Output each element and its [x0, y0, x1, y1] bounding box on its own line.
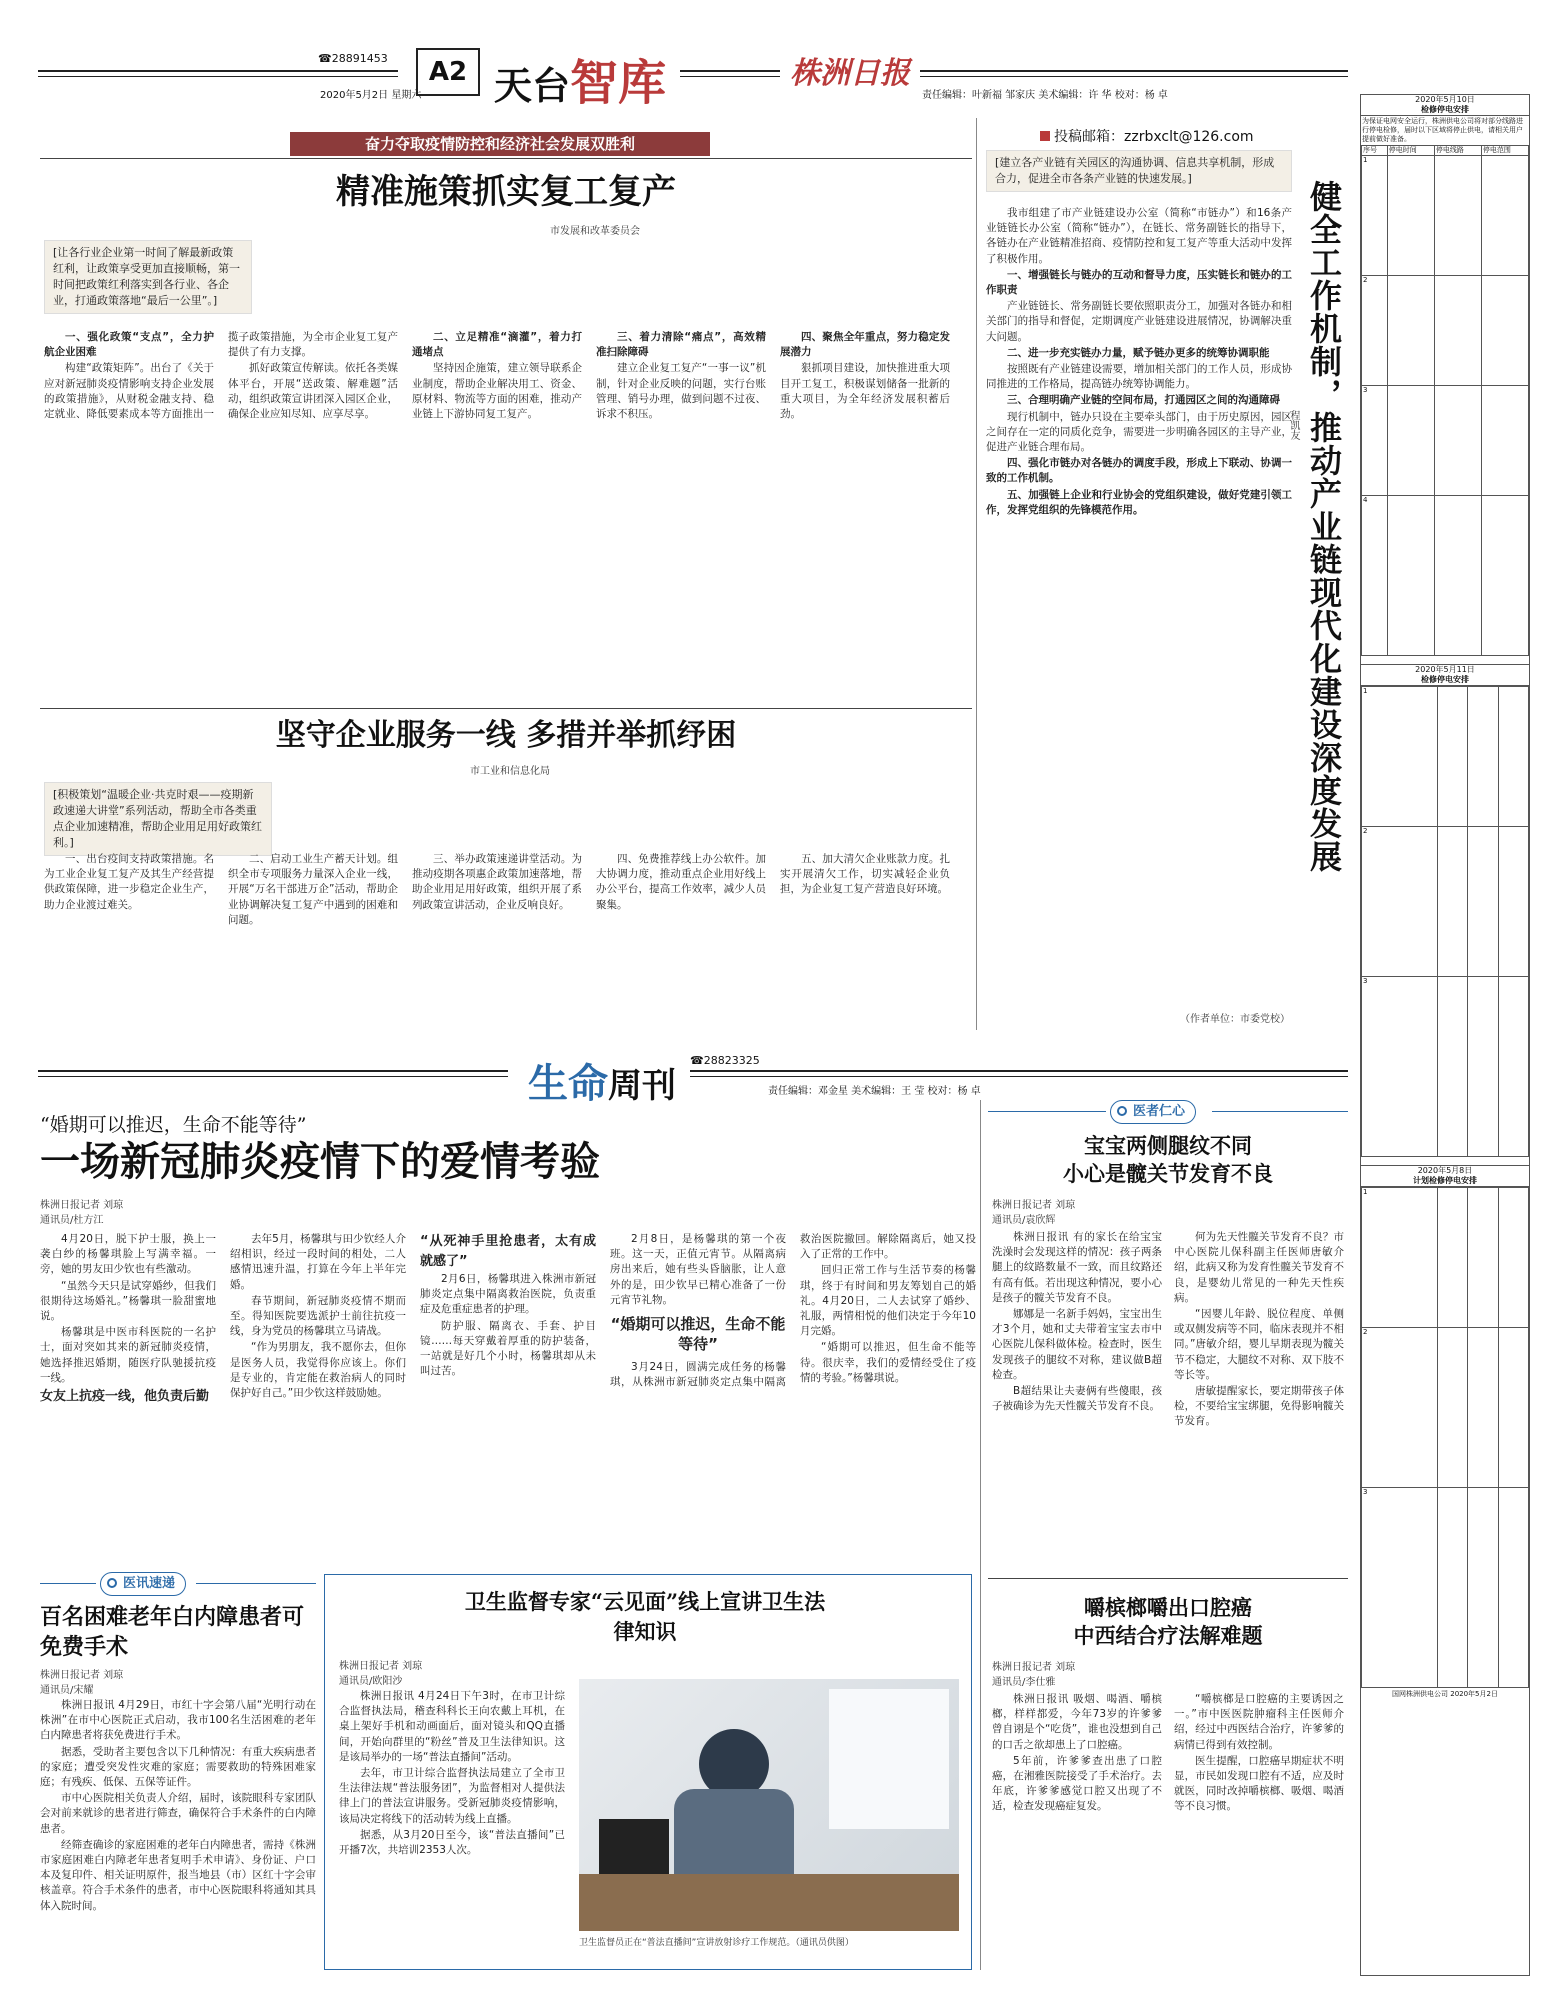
tag-dot-icon	[1117, 1106, 1127, 1116]
campaign-banner: 奋力夺取疫情防控和经济社会发展双胜利	[290, 132, 710, 156]
love-para: 2月8日，是杨馨琪的第一个夜班。这一天，正值元宵节。从隔离病房出来后，她有些头昏脑胀，让人意外的是，田少钦早已精心准备了一份元宵节礼物。	[610, 1233, 786, 1306]
article1-para: 狠抓项目建设，加快推进重大项目开工复工，积极谋划储备一批新的重大项目，为全年经济发展积蓄后劲。	[780, 362, 950, 421]
article3-vertical-title: 健全工作机制，推动产业链现代化建设深度发展	[1305, 180, 1343, 873]
date-line: 2020年5月2日 星期六	[320, 90, 422, 101]
top-header	[38, 48, 1348, 111]
article3-para: 五、加强链上企业和行业协会的党组织建设，做好党建引领工作，发挥党组织的先锋模范作用。	[986, 488, 1292, 516]
love-para: 4月20日，脱下护士服，换上一袭白纱的杨馨琪脸上写满幸福。一旁，她的男友田少钦也有些激动。	[40, 1233, 216, 1276]
brief1-byline: 株洲日报记者 刘琼 通讯员/宋耀	[40, 1670, 124, 1696]
brief1-para: 市中心医院相关负责人介绍，届时，该院眼科专家团队会对前来就诊的患者进行筛查，确保符合手术条件的白内障患者。	[40, 1792, 316, 1835]
article2-para: 四、免费推荐线上办公软件。加大协调力度，推动重点企业用好线上办公平台，提高工作效率，减少人员聚集。	[596, 853, 766, 911]
article5-para: 医生提醒，口腔癌早期症状不明显，市民如发现口腔有不适，应及时就医，同时改掉嚼槟榔、吸烟、喝酒等不良习惯。	[1174, 1754, 1344, 1813]
brief2-para: 去年，市卫计综合监督执法局建立了全市卫生法律法规“普法服务团”，为监督相对人提供法律上门的普法宣讲服务。受新冠肺炎疫情影响，该局决定将线下的活动转为线上直播。	[339, 1767, 565, 1825]
article1-para: 四、聚焦全年重点，努力稳定发展潜力	[780, 331, 950, 359]
article2-byline: 市工业和信息化局	[470, 766, 550, 777]
tag-dot-icon	[107, 1578, 117, 1588]
love-para: 春节期间，新冠肺炎疫情不期而至。得知医院要选派护士前往抗疫一线，身为党员的杨馨琪立马请战。	[230, 1294, 406, 1338]
article5-para: 株洲日报讯 吸烟、喝酒、嚼槟榔，样样都爱，今年73岁的许爹爹曾自诩是个“吃货”，谁也没想到自己的口舌之欲却患上了口腔癌。	[992, 1693, 1162, 1751]
article3-para: 四、强化市链办对各链办的调度手段，形成上下联动、协调一致的工作机制。	[986, 457, 1292, 485]
health-phone: ☎28823325	[690, 1054, 760, 1067]
brief2-byline: 株洲日报记者 刘琼 通讯员/欧阳沙	[339, 1661, 423, 1687]
health-editor-credits: 责任编辑：邓金星 美术编辑：王 莹 校对：杨 卓	[768, 1086, 981, 1097]
health-header	[38, 1052, 1348, 1107]
love-para: 3月24日，圆满完成任务的杨馨琪，从株洲市新冠肺炎定点集中隔离救治医院撤回。解除隔离后，她又投入了正常的工作中。	[610, 1233, 976, 1389]
outage-grid-2: 1 2 3	[1361, 686, 1529, 1157]
article3-para: 按照既有产业链建设需要，增加相关部门的工作人员，形成协同推进的工作格局，提高链办统筹协调能力。	[986, 363, 1292, 391]
paper-logo: 株洲日报	[790, 56, 910, 91]
photo-uniform	[674, 1789, 794, 1879]
article5-body	[992, 1692, 1344, 1972]
love-para: 2月6日，杨馨琪进入株洲市新冠肺炎定点集中隔离救治医院，负责重症及危重症患者的护理。	[420, 1273, 596, 1316]
article5-para: 5年前，许爹爹查出患了口腔癌，在湘雅医院接受了手术治疗。去年底，许爹爹感觉口腔又出现了不适，检查发现癌症复发。	[992, 1754, 1162, 1813]
article1-para: 一、强化政策“支点”，全力护航企业困难	[44, 331, 214, 359]
brief2-box	[324, 1574, 972, 1970]
table-intro: 为保证电网安全运行，株洲供电公司将对部分线路进行停电检修，届时以下区域将停止供电，请相关用户提前做好准备。	[1362, 117, 1523, 143]
article1-body	[44, 330, 950, 702]
article1-para: 抓好政策宣传解读。依托各类媒体平台，开展“送政策、解难题”活动，组织政策宣讲团深入园区企业，确保企业应知尽知、应享尽享。	[228, 362, 398, 421]
article3-para: 三、合理明确产业链的空间布局，打通园区之间的沟通障碍	[1007, 394, 1280, 407]
article3-para: 一、增强链长与链办的互动和督导力度，压实链长和链办的工作职责	[986, 268, 1292, 297]
article5-title: 嚼槟榔嚼出口腔癌 中西结合疗法解难题	[1073, 1595, 1263, 1648]
article2-para: 二、启动工业生产蓄天计划。组织全市专项服务力量深入企业一线，开展“万名干部进万企”活动，帮助企业协调解决复工复产中遇到的困难和问题。	[228, 853, 398, 926]
article2-para: 一、出台疫间支持政策措施。名为工业企业复工复产及其生产经营提供政策保障，进一步稳定企业生产，助力企业渡过难关。	[44, 853, 214, 911]
article3-para: 二、进一步充实链办力量，赋予链办更多的统筹协调职能	[1007, 346, 1270, 359]
love-pullquote: “婚期可以推迟，生命不能等待”	[610, 1315, 786, 1354]
submission-email: 投稿邮箱：zzrbxclt@126.com	[1040, 126, 1254, 146]
article3-para: 现行机制中，链办只设在主要牵头部门，由于历史原因，园区之间存在一定的同质化竞争，需要进一步明确各园区的主导产业，促进产业链合理布局。	[986, 410, 1292, 454]
article4-byline: 株洲日报记者 刘琼 通讯员/袁欣辉	[992, 1200, 1076, 1226]
brief2-photo-caption: 卫生监督员正在“普法直播间”宣讲放射诊疗工作规范。（通讯员供图）	[579, 1938, 854, 1948]
section-title: 天台智库	[494, 55, 667, 111]
article5-para: “嚼槟榔是口腔癌的主要诱因之一。”市中医医院肿瘤科主任医师介绍，经过中西医结合治疗，许爹爹的病情已得到有效控制。	[1174, 1693, 1344, 1751]
article2-para: 三、举办政策速递讲堂活动。为推动疫期各项惠企政策加速落地，帮助企业用足用好政策，组织开展了系列政策宣讲活动，企业反响良好。	[412, 853, 582, 911]
phone-number: ☎28891453	[318, 52, 388, 65]
brief1-para: 株洲日报讯 4月29日，市红十字会第八届“光明行动在株洲”在市中心医院正式启动，我市100名生活困难的老年白内障患者将获免费进行手术。	[40, 1699, 316, 1742]
article1-para: 构建“政策矩阵”。出台了《关于应对新冠肺炎疫情影响支持企业发展的政策措施》，从财税金融支持、稳定就业、降低要素成本等方面推出一揽子政策措施，为全市企业复工复产提供了有力支撑。	[44, 331, 398, 421]
brief2-photo	[579, 1679, 959, 1931]
brief2-body	[339, 1689, 565, 1959]
article1-kicker: [让各行业企业第一时间了解最新政策红利，让政策享受更加直接顺畅，第一时间把政策红利落实到各行业、各企业，打通政策落地“最后一公里”。]	[44, 240, 252, 314]
love-para: 杨馨琪是中医市科医院的一名护士，面对突如其来的新冠肺炎疫情，她选择推迟婚期，随医疗队驰援抗疫一线。	[40, 1326, 216, 1384]
article3-para: 我市组建了市产业链建设办公室（简称“市链办”）和16条产业链链长办公室（简称“链办”），在链长、常务副链长的指导下，各链办在产业链精准招商、疫情防控和复工复产等重大活动中发挥了积极作用。	[986, 207, 1292, 265]
love-para: “作为男朋友，我不愿你去，但你是医务人员，我觉得你应该上。你们是专业的，肯定能在救治病人的同时保护好自己。”田少钦这样鼓励她。	[230, 1341, 406, 1400]
brief1-tag: 医讯速递	[100, 1572, 186, 1596]
article2-kicker: [积极策划“温暖企业·共克时艰——疫期新政速递大讲堂”系列活动，帮助全市各类重点企业加速精准，帮助企业用足用好政策红利。]	[44, 782, 272, 856]
article1-title: 精准施策抓实复工复产	[336, 172, 676, 212]
photo-monitor	[599, 1819, 669, 1879]
brief2-title: 卫生监督专家“云见面”线上宣讲卫生法律知识	[464, 1589, 826, 1644]
love-para: “虽然今天只是试穿婚纱，但我们很期待这场婚礼。”杨馨琪一脸甜蜜地说。	[40, 1279, 216, 1323]
outage-grid-3: 1 2 3	[1361, 1187, 1529, 1688]
article3-kicker: [建立各产业链有关园区的沟通协调、信息共享机制，形成合力，促进全市各条产业链的快速发展。]	[986, 150, 1292, 192]
article3-para: 产业链链长、常务副链长要依照职责分工，加强对各链办和相关部门的指导和督促，定期调度产业链建设进展情况，协调解决重大问题。	[986, 300, 1292, 343]
love-article-byline: 株洲日报记者 刘琼 通讯员/杜方江	[40, 1200, 124, 1226]
love-para: 去年5月，杨馨琪与田少钦经人介绍相识，经过一段时间的相处，二人感情迅速升温，打算在今年上半年完婚。	[230, 1233, 406, 1291]
article4-para: 株洲日报讯 有的家长在给宝宝洗澡时会发现这样的情况：孩子两条腿上的纹路数量不一致，而且纹路还有高有低。若出现这种情况，要小心是孩子的髋关节发育不良。	[992, 1231, 1162, 1304]
brief2-para: 据悉，从3月20日至今，该“普法直播间”已开播7次，共培训2353人次。	[339, 1828, 565, 1857]
article3-signoff: （作者单位：市委党校）	[1180, 1014, 1290, 1025]
love-para: 回归正常工作与生活节奏的杨馨琪，终于有时间和男友筹划自己的婚礼。4月20日，二人去试穿了婚纱、礼服，两情相悦的他们决定于今年10月完婚。	[800, 1264, 976, 1338]
brief2-para: 株洲日报讯 4月24日下午3时，在市卫计综合监督执法局，稽查科科长王向农戴上耳机，在桌上架好手机和动画面后，面对镜头和QQ直播间，开始向群里的“粉丝”普及卫生法律知识。这是该局举办的一场“普法直播间”活动。	[339, 1690, 565, 1763]
table-header: 2020年5月10日 检修停电安排	[1361, 95, 1529, 116]
table-header-3: 2020年5月8日 计划检修停电安排	[1361, 1165, 1529, 1187]
health-section-title: 生命周刊	[528, 1061, 676, 1107]
love-subhead-1: 女友上抗疫一线，他负责后勤	[40, 1389, 210, 1405]
article4-body	[992, 1230, 1344, 1570]
article3-author: 程凯友	[1288, 410, 1299, 440]
love-para: 防护服、隔离衣、手套、护目镜……每天穿戴着厚重的防护装备，一站就是好几个小时，杨馨琪却从未叫过苦。	[420, 1319, 596, 1378]
love-article-subtitle: “婚期可以推迟，生命不能等待”	[40, 1114, 307, 1136]
brief1-para: 经筛查确诊的家庭困难的老年白内障患者，需持《株洲市家庭困难白内障老年患者复明手术申请》、身份证、户口本及复印件、相关证明原件，报当地县（市）区红十字会审核盖章。符合手术条件的患者，市中心医院眼科将通知其具体入院时间。	[40, 1838, 316, 1912]
article4-para: 唐敏提醒家长，要定期带孩子体检，不要给宝宝绑腿，免得影响髋关节发育。	[1174, 1385, 1344, 1428]
article3-body	[986, 206, 1292, 986]
editor-credits: 责任编辑：叶新福 邹家庆 美术编辑：许 华 校对：杨 卓	[922, 90, 1168, 101]
article4-para: “因婴儿年龄、脱位程度、单侧或双侧发病等不同，临床表现并不相同。”唐敏介绍，婴儿早期表现为髋关节不稳定，大腿纹不对称、双下肢不等长等。	[1174, 1308, 1344, 1381]
article1-byline: 市发展和改革委员会	[550, 226, 640, 237]
outage-grid-1: 序号 停电时间 停电线路 停电范围 1 2 3 4	[1361, 145, 1529, 656]
article4-para: 何为先天性髋关节发育不良？市中心医院儿保科副主任医师唐敏介绍，此病又称为发育性髋关节发育不良，是婴幼儿常见的一种先天性疾病。	[1174, 1231, 1344, 1304]
love-subhead-2: “从死神手里抢患者，太有成就感了”	[420, 1234, 596, 1269]
love-article-body	[40, 1232, 976, 1558]
power-outage-table	[1360, 94, 1530, 1976]
article1-para: 建立企业复工复产“一事一议”机制，针对企业反映的问题，实行台账管理、销号办理，做到问题不过夜、诉求不积压。	[596, 362, 766, 421]
article1-para: 三、着力清除“痛点”，高效精准扫除障碍	[596, 331, 766, 359]
article5-byline: 株洲日报记者 刘琼 通讯员/李仕雅	[992, 1662, 1076, 1688]
email-icon	[1040, 131, 1050, 141]
article2-body	[44, 852, 950, 1028]
table-header-2: 2020年5月11日 检修停电安排	[1361, 664, 1529, 686]
section-badge: A2	[416, 48, 480, 96]
brief1-body	[40, 1698, 316, 1978]
photo-window	[829, 1689, 949, 1829]
article2-para: 五、加大清欠企业账款力度。扎实开展清欠工作，切实减轻企业负担，为企业复工复产营造良好环境。	[780, 853, 950, 896]
article4-para: B超结果让夫妻俩有些傻眼，孩子被确诊为先天性髋关节发育不良。	[992, 1385, 1162, 1413]
article2-title: 坚守企业服务一线 多措并举抓纾困	[275, 718, 737, 753]
article4-para: 娜娜是一名新手妈妈，宝宝出生才3个月，她和丈夫带着宝宝去市中心医院儿保科做体检。检查时，医生发现孩子的腿纹不对称，建议做B超检查。	[992, 1308, 1162, 1381]
table-footer: 国网株洲供电公司 2020年5月2日	[1392, 1690, 1498, 1698]
photo-desk	[579, 1874, 959, 1931]
article4-title: 宝宝两侧腿纹不同 小心是髋关节发育不良	[1063, 1133, 1273, 1186]
article1-para: 坚持因企施策，建立领导联系企业制度，帮助企业解决用工、资金、原材料、物流等方面的困难，推动产业链上下游协同复工复产。	[412, 362, 582, 421]
brief1-title: 百名困难老年白内障患者可免费手术	[40, 1604, 305, 1660]
love-article-title: 一场新冠肺炎疫情下的爱情考验	[40, 1138, 600, 1185]
love-para: “婚期可以推迟，但生命不能等待。很庆幸，我们的爱情经受住了疫情的考验。”杨馨琪说。	[800, 1341, 976, 1384]
brief1-para: 据悉，受助者主要包含以下几种情况：有重大疾病患者的家庭；遭受突发性灾难的家庭；需要救助的特殊困难家庭；有残疾、低保、五保等证件。	[40, 1745, 316, 1789]
doctor-tag: 医者仁心	[1110, 1100, 1196, 1124]
article1-para: 二、立足精准“滴灌”，着力打通堵点	[412, 331, 582, 359]
